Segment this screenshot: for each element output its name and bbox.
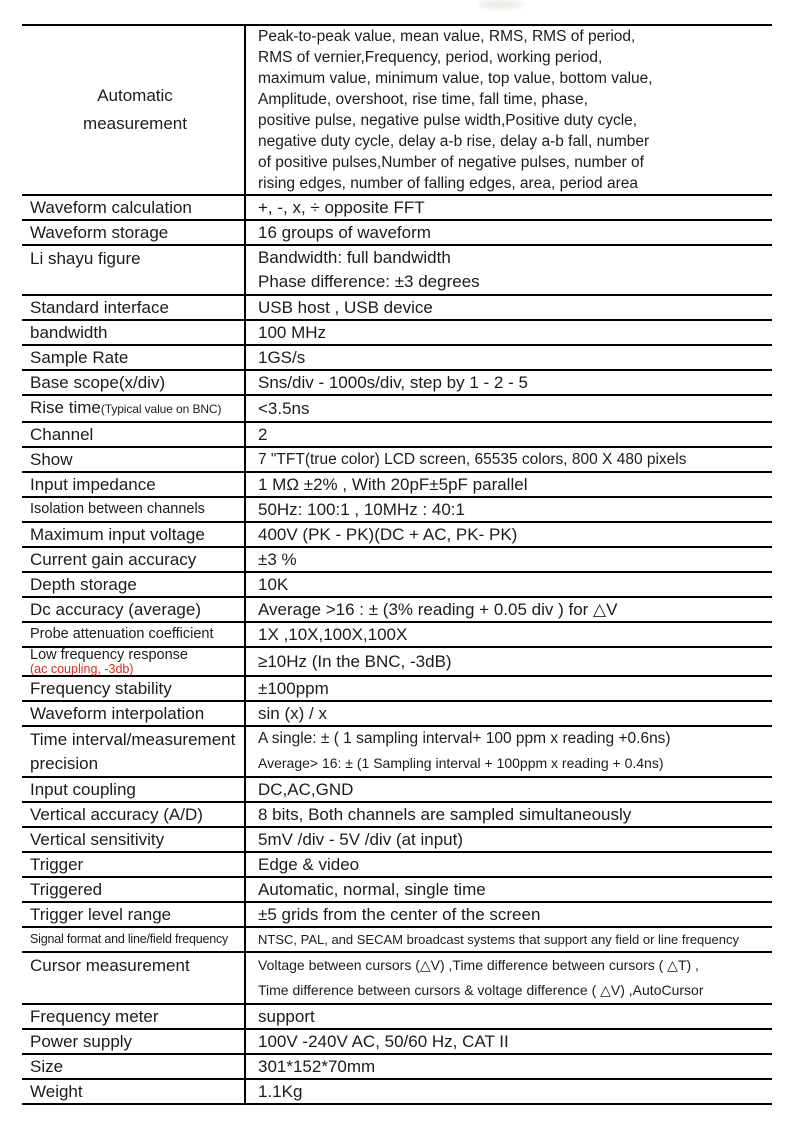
spec-label-text: Waveform interpolation xyxy=(30,704,205,723)
spec-label xyxy=(22,953,246,1003)
spec-value xyxy=(246,423,772,446)
spec-row xyxy=(22,953,772,1005)
spec-label xyxy=(22,1055,246,1078)
spec-row xyxy=(22,196,772,221)
spec-label-text: Dc accuracy (average) xyxy=(30,600,202,619)
spec-label-text xyxy=(30,396,240,421)
spec-label xyxy=(22,548,246,571)
spec-label xyxy=(22,598,246,621)
spec-label xyxy=(22,196,246,219)
spec-row xyxy=(22,853,772,878)
spec-row xyxy=(22,623,772,648)
spec-value-text: 100V -240V AC, 50/60 Hz, CAT II xyxy=(258,1032,509,1051)
spec-value xyxy=(246,523,772,546)
spec-label-text: Vertical sensitivity xyxy=(30,830,165,849)
spec-label xyxy=(22,778,246,801)
spec-value xyxy=(246,573,772,596)
spec-row xyxy=(22,598,772,623)
spec-value xyxy=(246,246,772,294)
spec-value xyxy=(246,1005,772,1028)
spec-value-text: DC,AC,GND xyxy=(258,780,354,799)
spec-value-text: Voltage between cursors (△V) ,Time difference between cursors ( △T) , xyxy=(258,957,699,973)
spec-value-text: ±100ppm xyxy=(258,679,329,698)
spec-label-text: Isolation between channels xyxy=(30,501,205,517)
spec-value-text: 2 xyxy=(258,425,268,444)
spec-label xyxy=(22,903,246,926)
spec-label xyxy=(22,853,246,876)
spec-row xyxy=(22,702,772,727)
spec-value xyxy=(246,1055,772,1078)
spec-label xyxy=(22,727,246,776)
spec-value-text: Amplitude, overshoot, rise time, fall time, phase, xyxy=(258,91,588,108)
spec-label xyxy=(22,1030,246,1053)
spec-value-text: 100 MHz xyxy=(258,323,327,342)
spec-value-text: 16 groups of waveform xyxy=(258,223,431,242)
spec-label-text: Trigger xyxy=(30,855,84,874)
spec-label xyxy=(22,246,246,294)
spec-value xyxy=(246,623,772,646)
spec-value xyxy=(246,903,772,926)
spec-value-text: Phase difference: ±3 degrees xyxy=(258,272,480,291)
spec-value-text: 1X ,10X,100X,100X xyxy=(258,625,408,644)
spec-row xyxy=(22,448,772,473)
spec-value-text: 1 MΩ ±2% , With 20pF±5pF parallel xyxy=(258,475,528,494)
spec-value-text: rising edges, number of falling edges, area, period area xyxy=(258,175,638,192)
spec-value-text: negative duty cycle, delay a-b rise, delay a-b fall, number xyxy=(258,133,650,150)
spec-row xyxy=(22,1080,772,1105)
spec-row xyxy=(22,903,772,928)
spec-label-text: Sample Rate xyxy=(30,348,129,367)
spec-value-text: NTSC, PAL, and SECAM broadcast systems that support any field or line frequency xyxy=(258,932,739,947)
spec-row xyxy=(22,828,772,853)
spec-label-text: Waveform storage xyxy=(30,223,169,242)
spec-label-text: Vertical accuracy (A/D) xyxy=(30,805,203,824)
spec-value xyxy=(246,498,772,521)
spec-value-text: +, -, x, ÷ opposite FFT xyxy=(258,198,425,217)
spec-value xyxy=(246,727,772,776)
spec-label xyxy=(22,878,246,901)
spec-label-text: Size xyxy=(30,1057,64,1076)
spec-row xyxy=(22,396,772,423)
spec-label xyxy=(22,371,246,394)
spec-label-text: Weight xyxy=(30,1082,83,1101)
spec-label-text: bandwidth xyxy=(30,323,108,342)
spec-value xyxy=(246,196,772,219)
spec-label xyxy=(22,296,246,319)
spec-value-text: 50Hz: 100:1 , 10MHz : 40:1 xyxy=(258,500,465,519)
spec-label xyxy=(22,1005,246,1028)
spec-label xyxy=(22,423,246,446)
spec-value-text: ±3 % xyxy=(258,550,297,569)
spec-label xyxy=(22,623,246,646)
spec-value xyxy=(246,473,772,496)
spec-label xyxy=(22,648,246,675)
spec-value xyxy=(246,677,772,700)
spec-value-text: 10K xyxy=(258,575,289,594)
spec-value xyxy=(246,346,772,369)
spec-row xyxy=(22,1055,772,1080)
spec-row xyxy=(22,803,772,828)
spec-label-text: Probe attenuation coefficient xyxy=(30,626,214,642)
spec-value xyxy=(246,702,772,725)
spec-label xyxy=(22,523,246,546)
spec-label-text: Input coupling xyxy=(30,780,136,799)
spec-value-text: 301*152*70mm xyxy=(258,1057,376,1076)
spec-row xyxy=(22,246,772,296)
spec-row xyxy=(22,548,772,573)
spec-row xyxy=(22,221,772,246)
spec-label-text: precision xyxy=(30,753,99,773)
spec-value-text: Bandwidth: full bandwidth xyxy=(258,248,451,267)
spec-value-text: maximum value, minimum value, top value, bottom value, xyxy=(258,70,653,87)
spec-value xyxy=(246,371,772,394)
spec-row xyxy=(22,648,772,677)
spec-label xyxy=(22,677,246,700)
spec-label xyxy=(22,498,246,521)
spec-label-text: Frequency stability xyxy=(30,679,172,698)
spec-label xyxy=(22,473,246,496)
spec-label xyxy=(22,396,246,421)
spec-row xyxy=(22,498,772,523)
spec-row xyxy=(22,928,772,953)
spec-row xyxy=(22,473,772,498)
spec-label-note: (ac coupling, -3db) xyxy=(30,662,134,676)
spec-value xyxy=(246,828,772,851)
spec-value xyxy=(246,26,772,194)
spec-label-text: Trigger level range xyxy=(30,905,172,924)
top-edge-smudge xyxy=(478,0,524,9)
spec-label-text: Show xyxy=(30,450,73,469)
spec-label-text: Cursor measurement xyxy=(30,956,190,975)
spec-label-text: measurement xyxy=(83,114,187,133)
spec-label-text: Base scope(x/div) xyxy=(30,373,166,392)
spec-label xyxy=(22,928,246,951)
spec-value xyxy=(246,396,772,421)
spec-value xyxy=(246,778,772,801)
spec-row xyxy=(22,677,772,702)
spec-table xyxy=(22,24,772,1105)
spec-row xyxy=(22,423,772,448)
spec-value-text: ±5 grids from the center of the screen xyxy=(258,905,541,924)
spec-value-text: A single: ± ( 1 sampling interval+ 100 ppm x reading +0.6ns) xyxy=(258,730,671,747)
spec-label-main: Rise time xyxy=(30,398,101,417)
spec-row xyxy=(22,523,772,548)
spec-label-text: Frequency meter xyxy=(30,1007,159,1026)
spec-value xyxy=(246,953,772,1003)
spec-label-text: Input impedance xyxy=(30,475,156,494)
spec-value xyxy=(246,878,772,901)
spec-value xyxy=(246,598,772,621)
spec-label xyxy=(22,803,246,826)
spec-value xyxy=(246,296,772,319)
spec-value xyxy=(246,928,772,951)
spec-value-text: support xyxy=(258,1007,315,1026)
spec-value xyxy=(246,1080,772,1103)
spec-value-text: Edge & video xyxy=(258,855,360,874)
spec-value-text: RMS of vernier,Frequency, period, working period, xyxy=(258,49,603,66)
spec-label-text: Automatic xyxy=(97,86,173,105)
spec-label xyxy=(22,828,246,851)
spec-label-text: Triggered xyxy=(30,880,103,899)
spec-label-text: Time interval/measurement xyxy=(30,729,236,749)
spec-label-text: Depth storage xyxy=(30,575,137,594)
spec-value-text: Average >16 : ± (3% reading + 0.05 div ) for △V xyxy=(258,600,618,619)
spec-value xyxy=(246,1030,772,1053)
spec-row xyxy=(22,321,772,346)
spec-label-text: Maximum input voltage xyxy=(30,525,205,544)
spec-value-text: positive pulse, negative pulse width,Positive duty cycle, xyxy=(258,112,638,129)
spec-label-text: Signal format and line/field frequency xyxy=(30,932,229,946)
spec-label-text: Li shayu figure xyxy=(30,249,141,268)
spec-label xyxy=(22,573,246,596)
spec-value-text: 1GS/s xyxy=(258,348,306,367)
spec-value-text: Automatic, normal, single time xyxy=(258,880,486,899)
spec-value-text: 7 "TFT(true color) LCD screen, 65535 colors, 800 X 480 pixels xyxy=(258,451,687,468)
spec-label xyxy=(22,448,246,471)
spec-value-text: of positive pulses,Number of negative pulses, number of xyxy=(258,154,644,171)
spec-row xyxy=(22,878,772,903)
spec-row xyxy=(22,26,772,196)
spec-label xyxy=(22,321,246,344)
spec-label xyxy=(22,702,246,725)
spec-label xyxy=(22,221,246,244)
spec-row xyxy=(22,1005,772,1030)
spec-value-text: 1.1Kg xyxy=(258,1082,303,1101)
spec-value-text: USB host , USB device xyxy=(258,298,433,317)
spec-value xyxy=(246,221,772,244)
spec-value xyxy=(246,803,772,826)
spec-value-text: Peak-to-peak value, mean value, RMS, RMS of period, xyxy=(258,28,636,45)
spec-row xyxy=(22,346,772,371)
spec-row xyxy=(22,1030,772,1055)
spec-value-text: 400V (PK - PK)(DC + AC, PK- PK) xyxy=(258,525,518,544)
spec-value xyxy=(246,853,772,876)
spec-label xyxy=(22,1080,246,1103)
spec-value-text: Time difference between cursors & voltage difference ( △V) ,AutoCursor xyxy=(258,982,704,998)
spec-value xyxy=(246,648,772,675)
spec-value-text: ≥10Hz (In the BNC, -3dB) xyxy=(258,652,452,671)
spec-row xyxy=(22,727,772,778)
spec-label-text: Channel xyxy=(30,425,94,444)
spec-label-inline-note: (Typical value on BNC) xyxy=(100,402,222,416)
spec-row xyxy=(22,371,772,396)
spec-value-text: sin (x) / x xyxy=(258,704,327,723)
spec-label-text: Low frequency response xyxy=(30,647,188,663)
spec-label xyxy=(22,26,246,194)
spec-label-text: Standard interface xyxy=(30,298,169,317)
spec-value xyxy=(246,321,772,344)
spec-label-text: Current gain accuracy xyxy=(30,550,197,569)
spec-value xyxy=(246,448,772,471)
spec-value-text: 5mV /div - 5V /div (at input) xyxy=(258,830,464,849)
spec-row xyxy=(22,778,772,803)
spec-value-text: 8 bits, Both channels are sampled simultaneously xyxy=(258,805,632,824)
spec-value-text: Average> 16: ± (1 Sampling interval + 100ppm x reading + 0.4ns) xyxy=(258,755,664,771)
spec-label xyxy=(22,346,246,369)
spec-value-text: <3.5ns xyxy=(258,399,310,418)
spec-row xyxy=(22,573,772,598)
spec-label-text: Waveform calculation xyxy=(30,198,192,217)
spec-label-text: Power supply xyxy=(30,1032,133,1051)
spec-value xyxy=(246,548,772,571)
spec-value-text: Sns/div - 1000s/div, step by 1 - 2 - 5 xyxy=(258,373,528,392)
spec-row xyxy=(22,296,772,321)
